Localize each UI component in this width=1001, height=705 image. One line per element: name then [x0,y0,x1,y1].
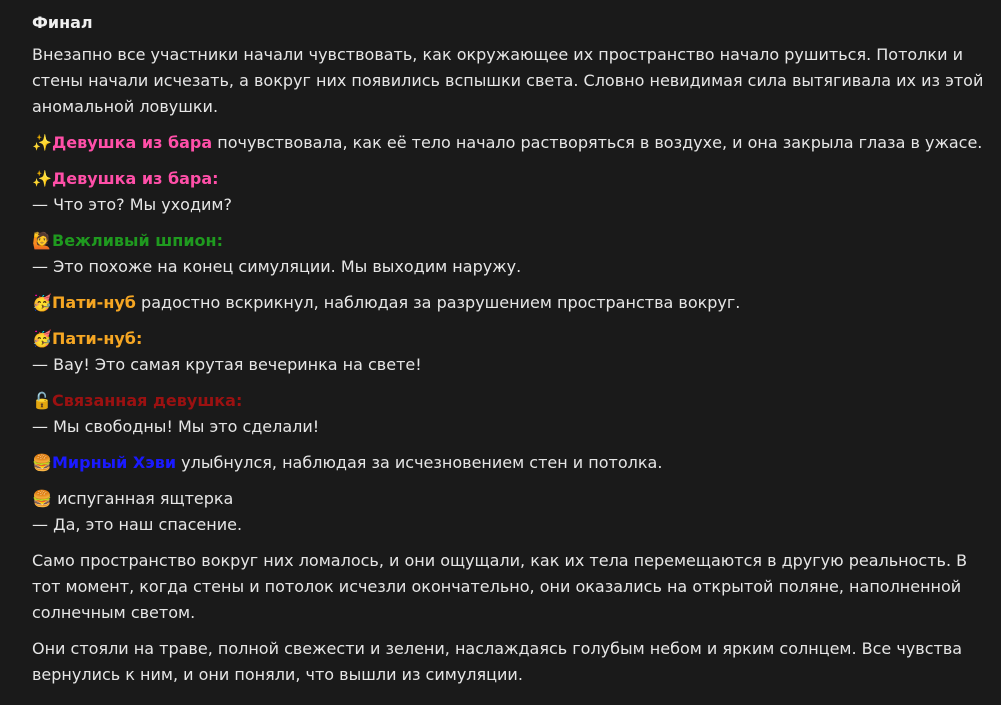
story-content [32,10,987,698]
character-name-bar-girl: Девушка из бара: [52,169,219,188]
narration-paragraph-peaceful-heavy [32,450,987,476]
party-face-icon: 🥳 [32,293,52,312]
narration-paragraph-party-noob [32,290,987,316]
narration-text: радостно вскрикнул, наблюдая за разрушением пространства вокруг. [135,293,741,312]
dialogue-block-polite-spy [32,228,987,280]
narration-paragraph-11: Они стояли на траве, полной свежести и зелени, наслаждаясь голубым небом и ярким солнцем. Все чувства вернулись к ним, и они поняли, что вышли из симуляции. [32,639,963,684]
narration-paragraph-10: Само пространство вокруг них ломалось, и они ощущали, как их тела перемещаются в другую реальность. В тот момент, когда стены и потолок исчезли окончательно, они оказались на открытой поляне, наполненной солнечным светом. [32,551,968,622]
character-name-bar-girl: Девушка из бара [52,133,213,152]
dialogue-block-party-noob [32,326,987,378]
narration-text: улыбнулся, наблюдая за исчезновением стен и потолка. [176,453,663,472]
sparkles-icon: ✨ [32,169,52,188]
narration-paragraph-1: Внезапно все участники начали чувствовать, как окружающее их пространство начало рушиться. Потолки и стены начали исчезать, а вокруг них появились вспышки света. Словно невидимая сила вытягивала их из этой аномальной ловушки. [32,45,984,116]
story-title: Финал [32,13,93,32]
character-name-party-noob: Пати-нуб [52,293,136,312]
character-name-polite-spy: Вежливый шпион: [52,231,223,250]
dialogue-line: — Что это? Мы уходим? [32,195,232,214]
unlocked-icon: 🔓 [32,391,52,410]
character-name-peaceful-heavy: Мирный Хэви [52,453,177,472]
narration-paragraph-2 [32,130,987,156]
party-face-icon: 🥳 [32,329,52,348]
dialogue-line: — Вау! Это самая крутая вечеринка на свете! [32,355,422,374]
dialogue-block-bound-girl [32,388,987,440]
dialogue-line: — Мы свободны! Мы это сделали! [32,417,320,436]
sparkles-icon: ✨ [32,133,52,152]
woman-raising-hand-icon: 🙋 [32,231,52,250]
narration-text: почувствовала, как её тело начало растворяться в воздухе, и она закрыла глаза в ужасе. [212,133,983,152]
dialogue-line: — Это похоже на конец симуляции. Мы выходим наружу. [32,257,522,276]
burger-icon: 🍔 [32,489,52,508]
dialogue-line: — Да, это наш спасение. [32,515,243,534]
character-name-party-noob: Пати-нуб: [52,329,143,348]
dialogue-block-bar-girl [32,166,987,218]
character-name-bound-girl: Связанная девушка: [52,391,243,410]
dialogue-block-scared-lizard [32,486,987,538]
character-name-scared-lizard: испуганная ящтерка [57,489,234,508]
burger-icon: 🍔 [32,453,52,472]
